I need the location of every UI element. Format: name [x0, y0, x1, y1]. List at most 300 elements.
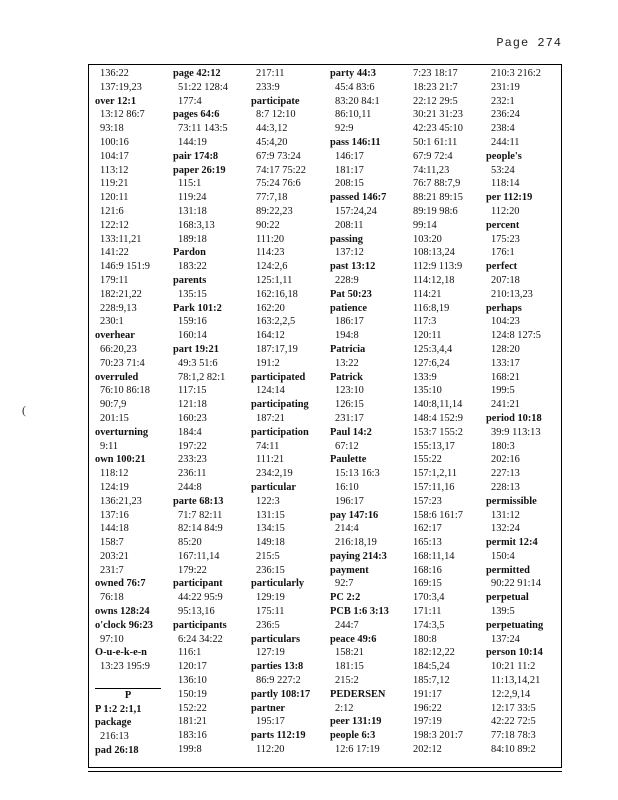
page-reference: 207:18: [491, 274, 520, 286]
page-reference: 12:6 17:19: [335, 744, 380, 756]
page-reference: 85:20: [178, 537, 202, 549]
page-reference: 179:22: [178, 564, 207, 576]
page-reference: 155:22: [413, 454, 442, 466]
page-reference: 157:23: [413, 495, 442, 507]
page-reference: 184:5,24: [413, 661, 450, 673]
page-reference: 177:4: [178, 95, 202, 107]
page-reference: 111:20: [256, 233, 285, 245]
page-reference: 182:12,22: [413, 647, 455, 659]
page-reference: 15:13 16:3: [335, 468, 380, 480]
page-reference: 42:22 72:5: [491, 716, 536, 728]
page-reference: 118:12: [100, 468, 129, 480]
page-reference: 187:21: [256, 412, 285, 424]
index-headword: parte 68:13: [173, 495, 224, 507]
page-reference: 18:23 21:7: [413, 81, 458, 93]
index-headword: person 10:14: [486, 647, 543, 659]
page-reference: 71:7 82:11: [178, 509, 223, 521]
page-reference: 160:23: [178, 412, 207, 424]
page-reference: 234:2,19: [256, 468, 293, 480]
index-headword: participation: [251, 426, 309, 438]
page-reference: 153:7 155:2: [413, 426, 463, 438]
page-reference: 92:9: [335, 123, 354, 135]
index-headword: peer 131:19: [330, 716, 382, 728]
page-reference: 108:13,24: [413, 247, 455, 259]
page-reference: 90:7,9: [100, 399, 127, 411]
index-headword: page 42:12: [173, 68, 221, 79]
page-reference: 9:11: [100, 440, 119, 452]
page-reference: 44:3,12: [256, 123, 288, 135]
index-headword: Pardon: [173, 247, 206, 259]
page-reference: 103:20: [413, 233, 442, 245]
page-reference: 236:15: [256, 564, 285, 576]
page-reference: 121:6: [100, 205, 124, 217]
page-reference: 84:10 89:2: [491, 744, 536, 756]
page-reference: 132:24: [491, 523, 520, 535]
index-headword: pair 174:8: [173, 150, 219, 162]
page-reference: 114:12,18: [413, 274, 455, 286]
page-reference: 114:21: [413, 288, 442, 300]
page-reference: 233:23: [178, 454, 207, 466]
page-reference: 191:17: [413, 688, 442, 700]
page-reference: 104:23: [491, 316, 520, 328]
page-reference: 93:18: [100, 123, 124, 135]
page-reference: 22:12 29:5: [413, 95, 458, 107]
page-reference: 167:11,14: [178, 550, 220, 562]
page-reference: 44:22 95:9: [178, 592, 223, 604]
page-reference: 8:7 12:10: [256, 109, 296, 121]
page-reference: 115:1: [178, 178, 202, 190]
index-column-4: [330, 67, 389, 757]
page-reference: 45:4,20: [256, 136, 288, 148]
index-column-3: [251, 67, 310, 757]
page-reference: 144:19: [178, 136, 207, 148]
page-reference: 66:20,23: [100, 343, 137, 355]
page-reference: 122:3: [256, 495, 280, 507]
page-reference: 174:3,5: [413, 619, 445, 631]
page-reference: 76:18: [100, 592, 124, 604]
page-reference: 231:19: [491, 81, 520, 93]
index-headword: owned 76:7: [95, 578, 146, 590]
page-reference: 196:17: [335, 495, 364, 507]
index-headword: pages 64:6: [173, 109, 220, 121]
index-headword: perpetuating: [486, 619, 544, 631]
index-headword: package: [95, 717, 132, 729]
page-reference: 131:15: [256, 509, 285, 521]
index-headword: perhaps: [486, 302, 522, 314]
index-headword: P 1:2 2:1,1: [95, 703, 142, 715]
page-reference: 180:3: [491, 440, 515, 452]
page-reference: 160:14: [178, 330, 207, 342]
index-headword: people 6:3: [330, 730, 376, 742]
page-reference: 89:22,23: [256, 205, 293, 217]
page-reference: 129:19: [256, 592, 285, 604]
page-reference: 137:24: [491, 633, 520, 645]
page-reference: 176:1: [491, 247, 515, 259]
index-headword: particularly: [251, 578, 305, 590]
page-reference: 131:18: [178, 205, 207, 217]
page-reference: 135:10: [413, 385, 442, 397]
page-reference: 112:20: [491, 205, 520, 217]
page-reference: 184:4: [178, 426, 202, 438]
page-reference: 244:11: [491, 136, 520, 148]
margin-mark: (: [22, 403, 26, 417]
page-reference: 119:21: [100, 178, 129, 190]
index-headword: permit 12:4: [486, 537, 538, 549]
page-reference: 191:2: [256, 357, 280, 369]
index-headword: Park 101:2: [173, 302, 222, 314]
index-headword: paper 26:19: [173, 164, 226, 176]
page-reference: 124:8 127:5: [491, 330, 541, 342]
page-reference: 50:1 61:11: [413, 136, 458, 148]
index-headword: O-u-e-k-e-n: [95, 647, 147, 659]
index-headword: pay 147:16: [330, 509, 379, 521]
index-headword: paying 214:3: [330, 550, 387, 562]
page-reference: 231:7: [100, 564, 124, 576]
page-reference: 144:18: [100, 523, 129, 535]
page-reference: 179:11: [100, 274, 129, 286]
page-reference: 140:8,11,14: [413, 399, 463, 411]
page-reference: 183:16: [178, 730, 207, 742]
page-reference: 228:9,13: [100, 302, 137, 314]
page-reference: 70:23 71:4: [100, 357, 145, 369]
page-reference: 135:15: [178, 288, 207, 300]
page-reference: 150:19: [178, 688, 207, 700]
section-letter: P: [95, 688, 161, 703]
page-reference: 233:9: [256, 81, 280, 93]
page-reference: 163:2,2,5: [256, 316, 296, 328]
page-reference: 13:23 195:9: [100, 661, 150, 673]
index-headword: PC 2:2: [330, 592, 361, 604]
page-reference: 74:11,23: [413, 164, 450, 176]
page-reference: 120:11: [413, 330, 442, 342]
index-headword: PEDERSEN: [330, 688, 386, 700]
page-reference: 45:4 83:6: [335, 81, 375, 93]
page-reference: 117:15: [178, 385, 207, 397]
page-reference: 128:20: [491, 343, 520, 355]
index-headword: peace 49:6: [330, 633, 377, 645]
page-reference: 198:3 201:7: [413, 730, 463, 742]
index-headword: parts 112:19: [251, 730, 306, 742]
page-reference: 202:16: [491, 454, 520, 466]
index-headword: partly 108:17: [251, 688, 311, 700]
page-reference: 78:1,2 82:1: [178, 371, 226, 383]
page-reference: 12:2,9,14: [491, 688, 531, 700]
page-reference: 75:24 76:6: [256, 178, 301, 190]
page-reference: 90:22: [256, 219, 280, 231]
index-headword: Paul 14:2: [330, 426, 372, 438]
page-reference: 12:17 33:5: [491, 702, 536, 714]
page-reference: 116:8,19: [413, 302, 450, 314]
index-headword: owns 128:24: [95, 606, 150, 618]
page-reference: 146:9 151:9: [100, 261, 150, 273]
page-reference: 228:13: [491, 481, 520, 493]
page-reference: 201:15: [100, 412, 129, 424]
page-reference: 202:12: [413, 744, 442, 756]
page-reference: 119:24: [178, 192, 207, 204]
page-reference: 122:12: [100, 219, 129, 231]
page-reference: 30:21 31:23: [413, 109, 463, 121]
page-reference: 155:13,17: [413, 440, 455, 452]
index-headword: pass 146:11: [330, 136, 381, 148]
page-reference: 97:10: [100, 633, 124, 645]
index-headword: past 13:12: [330, 261, 376, 273]
page-reference: 120:17: [178, 661, 207, 673]
index-headword: particular: [251, 481, 297, 493]
page-reference: 112:9 113:9: [413, 261, 463, 273]
page-reference: 164:12: [256, 330, 285, 342]
index-headword: participant: [173, 578, 223, 590]
index-headword: permitted: [486, 564, 530, 576]
page-reference: 182:21,22: [100, 288, 142, 300]
page-reference: 149:18: [256, 537, 285, 549]
page-reference: 181:15: [335, 661, 364, 673]
page-reference: 116:1: [178, 647, 202, 659]
page-reference: 67:9 73:24: [256, 150, 301, 162]
page-reference: 159:16: [178, 316, 207, 328]
page-reference: 90:22 91:14: [491, 578, 541, 590]
index-headword: participants: [173, 619, 227, 631]
index-headword: perpetual: [486, 592, 529, 604]
index-headword: Patrick: [330, 371, 363, 383]
page-reference: 158:7: [100, 537, 124, 549]
page-reference: 244:7: [335, 619, 359, 631]
page-reference: 139:5: [491, 606, 515, 618]
page-reference: 168:16: [413, 564, 442, 576]
index-headword: participated: [251, 371, 306, 383]
page-reference: 203:21: [100, 550, 129, 562]
page-reference: 136:21,23: [100, 495, 142, 507]
page-reference: 214:4: [335, 523, 359, 535]
page-reference: 127:19: [256, 647, 285, 659]
page-reference: 158:21: [335, 647, 364, 659]
page-reference: 137:12: [335, 247, 364, 259]
page-reference: 185:7,12: [413, 675, 450, 687]
index-headword: percent: [486, 219, 520, 231]
page-reference: 114:23: [256, 247, 285, 259]
page-reference: 137:19,23: [100, 81, 142, 93]
page-reference: 186:17: [335, 316, 364, 328]
index-headword: participating: [251, 399, 309, 411]
page-reference: 180:8: [413, 633, 437, 645]
page-reference: 67:9 72:4: [413, 150, 453, 162]
index-column-5: [408, 67, 463, 757]
page-reference: 208:15: [335, 178, 364, 190]
page-reference: 236:11: [178, 468, 207, 480]
index-headword: Pat 50:23: [330, 288, 372, 300]
page-reference: 13:22: [335, 357, 359, 369]
page-reference: 49:3 51:6: [178, 357, 218, 369]
index-headword: own 100:21: [95, 454, 146, 466]
page-reference: 83:20 84:1: [335, 95, 380, 107]
page-reference: 217:11: [256, 68, 285, 79]
page-reference: 157:24,24: [335, 205, 377, 217]
page-reference: 216:13: [100, 731, 129, 743]
index-headword: pad 26:18: [95, 745, 139, 757]
index-column-2: [173, 67, 228, 757]
page-reference: 158:6 161:7: [413, 509, 463, 521]
page-reference: 148:4 152:9: [413, 412, 463, 424]
page-reference: 232:1: [491, 95, 515, 107]
page-reference: 199:5: [491, 385, 515, 397]
page-reference: 53:24: [491, 164, 515, 176]
page-reference: 181:17: [335, 164, 364, 176]
page-reference: 168:11,14: [413, 550, 455, 562]
page-reference: 208:11: [335, 219, 364, 231]
page-reference: 6:24 34:22: [178, 633, 223, 645]
page-reference: 165:13: [413, 537, 442, 549]
page-reference: 92:7: [335, 578, 354, 590]
page-reference: 13:12 86:7: [100, 109, 145, 121]
page-reference: 169:15: [413, 578, 442, 590]
page-reference: 236:24: [491, 109, 520, 121]
index-headword: people's: [486, 150, 522, 162]
page-reference: 124:2,6: [256, 261, 288, 273]
index-headword: patience: [330, 302, 367, 314]
page-reference: 11:13,14,21: [491, 675, 541, 687]
page-reference: 199:8: [178, 744, 202, 756]
page-reference: 228:9: [335, 274, 359, 286]
index-column-6: [486, 67, 543, 757]
page-reference: 10:21 11:2: [491, 661, 536, 673]
index-headword: party 44:3: [330, 68, 376, 79]
page-reference: 181:21: [178, 716, 207, 728]
page-reference: 210:3 216:2: [491, 68, 541, 79]
page-reference: 175:23: [491, 233, 520, 245]
page-reference: 210:13,23: [491, 288, 533, 300]
page-reference: 183:22: [178, 261, 207, 273]
page-reference: 86:10,11: [335, 109, 372, 121]
page-reference: 76:7 88:7,9: [413, 178, 461, 190]
page-reference: 241:21: [491, 399, 520, 411]
page-reference: 7:23 18:17: [413, 68, 458, 79]
page-reference: 157:1,2,11: [413, 468, 458, 480]
page-reference: 175:11: [256, 606, 285, 618]
page-reference: 150:4: [491, 550, 515, 562]
page-reference: 125:1,11: [256, 274, 293, 286]
index-headword: perfect: [486, 261, 518, 273]
index-headword: Paulette: [330, 454, 367, 466]
page-reference: 141:22: [100, 247, 129, 259]
page-reference: 127:6,24: [413, 357, 450, 369]
page-reference: 86:9 227:2: [256, 675, 301, 687]
page-reference: 42:23 45:10: [413, 123, 463, 135]
page-reference: 136:22: [100, 68, 129, 79]
page-reference: 74:11: [256, 440, 280, 452]
page-reference: 162:17: [413, 523, 442, 535]
page-reference: 73:11 143:5: [178, 123, 228, 135]
page-reference: 76:10 86:18: [100, 385, 150, 397]
page-reference: 230:1: [100, 316, 124, 328]
page-reference: 146:17: [335, 150, 364, 162]
index-headword: overturning: [95, 426, 149, 438]
index-headword: parents: [173, 274, 207, 286]
page-reference: 118:14: [491, 178, 520, 190]
page-reference: 100:16: [100, 136, 129, 148]
page-reference: 137:16: [100, 509, 129, 521]
page-reference: 89:19 98:6: [413, 205, 458, 217]
page-reference: 236:5: [256, 619, 280, 631]
page-reference: 171:11: [413, 606, 442, 618]
page-reference: 196:22: [413, 702, 442, 714]
index-headword: passing: [330, 233, 363, 245]
page-reference: 197:19: [413, 716, 442, 728]
page-reference: 136:10: [178, 675, 207, 687]
page-reference: 123:10: [335, 385, 364, 397]
page-reference: 238:4: [491, 123, 515, 135]
index-headword: passed 146:7: [330, 192, 387, 204]
page-reference: 121:18: [178, 399, 207, 411]
page-reference: 168:3,13: [178, 219, 215, 231]
index-headword: permissible: [486, 495, 537, 507]
page-reference: 157:11,16: [413, 481, 455, 493]
page-reference: 134:15: [256, 523, 285, 535]
page-reference: 216:18,19: [335, 537, 377, 549]
blank-line: [95, 674, 161, 688]
page-reference: 88:21 89:15: [413, 192, 463, 204]
index-headword: o'clock 96:23: [95, 619, 154, 631]
page-reference: 231:17: [335, 412, 364, 424]
index-headword: part 19:21: [173, 343, 219, 355]
index-column-1: [95, 67, 161, 758]
page-reference: 244:8: [178, 481, 202, 493]
index-headword: particulars: [251, 633, 301, 645]
index-headword: partner: [251, 702, 286, 714]
index-headword: per 112:19: [486, 192, 533, 204]
index-headword: Patricia: [330, 343, 366, 355]
page-reference: 104:17: [100, 150, 129, 162]
index-headword: PCB 1:6 3:13: [330, 606, 389, 618]
page-reference: 124:14: [256, 385, 285, 397]
page-reference: 67:12: [335, 440, 359, 452]
page-reference: 124:19: [100, 481, 129, 493]
page-reference: 120:11: [100, 192, 129, 204]
page-reference: 197:22: [178, 440, 207, 452]
page-reference: 74:17 75:22: [256, 164, 306, 176]
page-reference: 195:17: [256, 716, 285, 728]
page-reference: 111:21: [256, 454, 285, 466]
page-reference: 125:3,4,4: [413, 343, 453, 355]
page-reference: 77:7,18: [256, 192, 288, 204]
page-reference: 215:2: [335, 675, 359, 687]
page-reference: 95:13,16: [178, 606, 215, 618]
page-reference: 2:12: [335, 702, 354, 714]
page-reference: 131:12: [491, 509, 520, 521]
bottom-rule: [88, 771, 562, 772]
index-headword: period 10:18: [486, 412, 542, 424]
index-headword: over 12:1: [95, 95, 137, 107]
page-reference: 126:15: [335, 399, 364, 411]
page-reference: 133:9: [413, 371, 437, 383]
page-reference: 51:22 128:4: [178, 81, 228, 93]
index-headword: payment: [330, 564, 369, 576]
page-reference: 194:8: [335, 330, 359, 342]
page-reference: 82:14 84:9: [178, 523, 223, 535]
page-reference: 162:16,18: [256, 288, 298, 300]
page-reference: 16:10: [335, 481, 359, 493]
page-reference: 113:12: [100, 164, 129, 176]
page-reference: 170:3,4: [413, 592, 445, 604]
index-headword: overruled: [95, 371, 139, 383]
page-reference: 227:13: [491, 468, 520, 480]
page-reference: 39:9 113:13: [491, 426, 541, 438]
index-headword: overhear: [95, 330, 135, 342]
page-reference: 189:18: [178, 233, 207, 245]
page-reference: 99:14: [413, 219, 437, 231]
page-reference: 168:21: [491, 371, 520, 383]
page-reference: 133:17: [491, 357, 520, 369]
page-reference: 162:20: [256, 302, 285, 314]
page-reference: 117:3: [413, 316, 437, 328]
